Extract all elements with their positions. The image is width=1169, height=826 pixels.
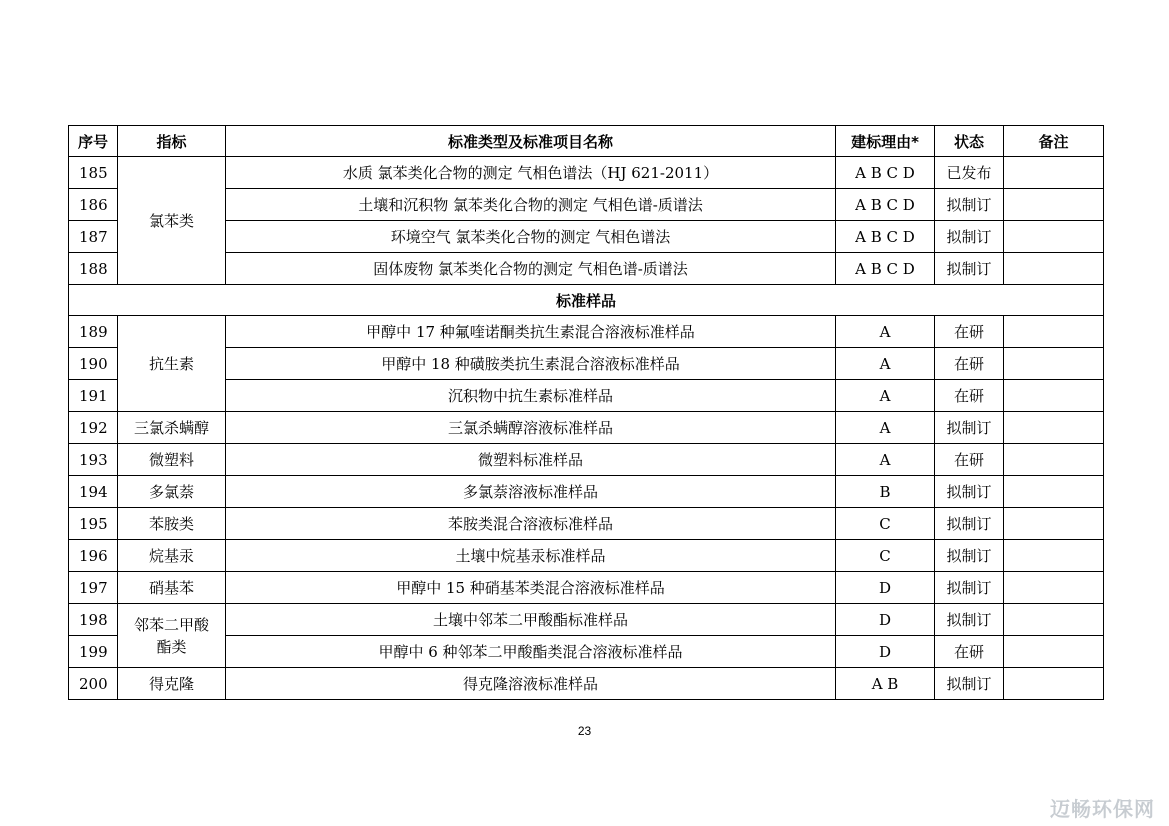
row-number: 194 bbox=[69, 476, 118, 508]
standard-name: 土壤和沉积物 氯苯类化合物的测定 气相色谱-质谱法 bbox=[226, 189, 836, 221]
remark-cell bbox=[1004, 221, 1104, 253]
table-row bbox=[69, 572, 1104, 604]
status-cell: 在研 bbox=[935, 316, 1004, 348]
remark-cell bbox=[1004, 540, 1104, 572]
reason-cell: A B C D bbox=[836, 221, 935, 253]
table-row bbox=[69, 316, 1104, 348]
reason-cell: B bbox=[836, 476, 935, 508]
row-number: 187 bbox=[69, 221, 118, 253]
remark-cell bbox=[1004, 668, 1104, 700]
indicator-line: 邻苯二甲酸 bbox=[133, 615, 209, 634]
indicator-line: 酯类 bbox=[156, 637, 187, 656]
header-row bbox=[69, 126, 1104, 157]
section-title: 标准样品 bbox=[69, 285, 1104, 316]
standard-name: 沉积物中抗生素标准样品 bbox=[226, 380, 836, 412]
remark-cell bbox=[1004, 604, 1104, 636]
indicator-cell: 微塑料 bbox=[118, 444, 226, 476]
standard-name: 甲醇中 18 种磺胺类抗生素混合溶液标准样品 bbox=[226, 348, 836, 380]
reason-cell: A B bbox=[836, 668, 935, 700]
header-status: 状态 bbox=[935, 126, 1004, 157]
status-cell: 拟制订 bbox=[935, 604, 1004, 636]
standard-name: 得克隆溶液标准样品 bbox=[226, 668, 836, 700]
remark-cell bbox=[1004, 476, 1104, 508]
header-reason: 建标理由* bbox=[836, 126, 935, 157]
reason-cell: C bbox=[836, 508, 935, 540]
reason-cell: C bbox=[836, 540, 935, 572]
status-cell: 已发布 bbox=[935, 157, 1004, 189]
header-no: 序号 bbox=[69, 126, 118, 157]
reason-cell: D bbox=[836, 572, 935, 604]
table-row bbox=[69, 508, 1104, 540]
status-cell: 在研 bbox=[935, 380, 1004, 412]
indicator-cell: 三氯杀螨醇 bbox=[118, 412, 226, 444]
standards-table bbox=[68, 125, 1104, 700]
watermark-logo: 迈畅环保网 bbox=[1050, 797, 1155, 821]
reason-cell: D bbox=[836, 604, 935, 636]
remark-cell bbox=[1004, 380, 1104, 412]
row-number: 188 bbox=[69, 253, 118, 285]
reason-cell: D bbox=[836, 636, 935, 668]
remark-cell bbox=[1004, 508, 1104, 540]
table-row bbox=[69, 668, 1104, 700]
standard-name: 土壤中邻苯二甲酸酯标准样品 bbox=[226, 604, 836, 636]
status-cell: 在研 bbox=[935, 636, 1004, 668]
row-number: 189 bbox=[69, 316, 118, 348]
table-row bbox=[69, 444, 1104, 476]
remark-cell bbox=[1004, 572, 1104, 604]
status-cell: 拟制订 bbox=[935, 572, 1004, 604]
status-cell: 拟制订 bbox=[935, 668, 1004, 700]
status-cell: 在研 bbox=[935, 444, 1004, 476]
remark-cell bbox=[1004, 189, 1104, 221]
row-number: 195 bbox=[69, 508, 118, 540]
indicator-cell bbox=[118, 604, 226, 668]
row-number: 193 bbox=[69, 444, 118, 476]
status-cell: 拟制订 bbox=[935, 476, 1004, 508]
row-number: 197 bbox=[69, 572, 118, 604]
table-row bbox=[69, 604, 1104, 636]
row-number: 199 bbox=[69, 636, 118, 668]
standard-name: 微塑料标准样品 bbox=[226, 444, 836, 476]
standard-name: 三氯杀螨醇溶液标准样品 bbox=[226, 412, 836, 444]
reason-cell: A bbox=[836, 316, 935, 348]
section-row bbox=[69, 285, 1104, 316]
status-cell: 拟制订 bbox=[935, 412, 1004, 444]
remark-cell bbox=[1004, 444, 1104, 476]
indicator-cell: 烷基汞 bbox=[118, 540, 226, 572]
remark-cell bbox=[1004, 348, 1104, 380]
standard-name: 甲醇中 6 种邻苯二甲酸酯类混合溶液标准样品 bbox=[226, 636, 836, 668]
page-number: 23 bbox=[577, 724, 592, 738]
row-number: 192 bbox=[69, 412, 118, 444]
reason-cell: A B C D bbox=[836, 189, 935, 221]
header-name: 标准类型及标准项目名称 bbox=[226, 126, 836, 157]
standard-name: 苯胺类混合溶液标准样品 bbox=[226, 508, 836, 540]
status-cell: 拟制订 bbox=[935, 189, 1004, 221]
table-row bbox=[69, 540, 1104, 572]
standard-name: 土壤中烷基汞标准样品 bbox=[226, 540, 836, 572]
reason-cell: A bbox=[836, 444, 935, 476]
status-cell: 在研 bbox=[935, 348, 1004, 380]
reason-cell: A bbox=[836, 348, 935, 380]
remark-cell bbox=[1004, 636, 1104, 668]
status-cell: 拟制订 bbox=[935, 508, 1004, 540]
standard-name: 水质 氯苯类化合物的测定 气相色谱法（HJ 621-2011） bbox=[226, 157, 836, 189]
row-number: 190 bbox=[69, 348, 118, 380]
indicator-cell: 硝基苯 bbox=[118, 572, 226, 604]
reason-cell: A bbox=[836, 380, 935, 412]
indicator-cell: 苯胺类 bbox=[118, 508, 226, 540]
indicator-cell: 抗生素 bbox=[118, 316, 226, 412]
header-indicator: 指标 bbox=[118, 126, 226, 157]
row-number: 198 bbox=[69, 604, 118, 636]
header-remark: 备注 bbox=[1004, 126, 1104, 157]
remark-cell bbox=[1004, 412, 1104, 444]
status-cell: 拟制订 bbox=[935, 540, 1004, 572]
remark-cell bbox=[1004, 253, 1104, 285]
remark-cell bbox=[1004, 157, 1104, 189]
row-number: 191 bbox=[69, 380, 118, 412]
row-number: 200 bbox=[69, 668, 118, 700]
status-cell: 拟制订 bbox=[935, 253, 1004, 285]
row-number: 185 bbox=[69, 157, 118, 189]
standard-name: 固体废物 氯苯类化合物的测定 气相色谱-质谱法 bbox=[226, 253, 836, 285]
reason-cell: A B C D bbox=[836, 253, 935, 285]
indicator-cell: 多氯萘 bbox=[118, 476, 226, 508]
row-number: 196 bbox=[69, 540, 118, 572]
table-row bbox=[69, 157, 1104, 189]
standard-name: 环境空气 氯苯类化合物的测定 气相色谱法 bbox=[226, 221, 836, 253]
table-row bbox=[69, 476, 1104, 508]
row-number: 186 bbox=[69, 189, 118, 221]
remark-cell bbox=[1004, 316, 1104, 348]
indicator-cell: 氯苯类 bbox=[118, 157, 226, 285]
table-row bbox=[69, 412, 1104, 444]
standard-name: 多氯萘溶液标准样品 bbox=[226, 476, 836, 508]
standard-name: 甲醇中 15 种硝基苯类混合溶液标准样品 bbox=[226, 572, 836, 604]
reason-cell: A bbox=[836, 412, 935, 444]
status-cell: 拟制订 bbox=[935, 221, 1004, 253]
reason-cell: A B C D bbox=[836, 157, 935, 189]
indicator-cell: 得克隆 bbox=[118, 668, 226, 700]
standard-name: 甲醇中 17 种氟喹诺酮类抗生素混合溶液标准样品 bbox=[226, 316, 836, 348]
